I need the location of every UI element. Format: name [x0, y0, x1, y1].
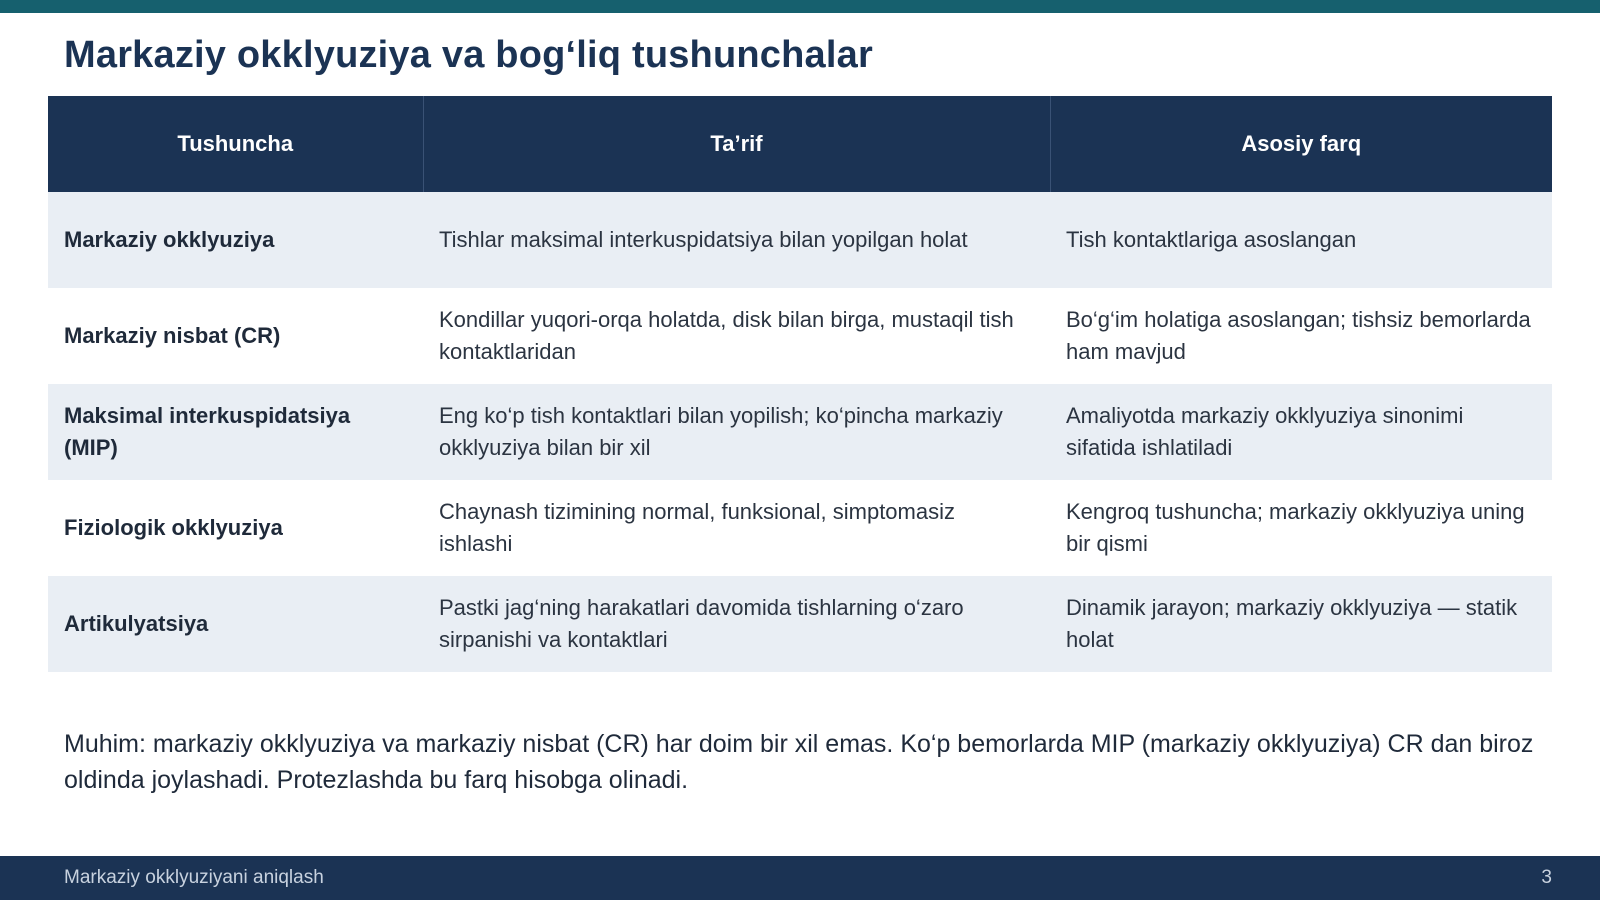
table-row [48, 576, 1552, 672]
definition-cell: Tishlar maksimal interkuspidatsiya bilan yopilgan holat [423, 192, 1050, 288]
difference-cell: Tish kontaktlariga asoslangan [1050, 192, 1552, 288]
definition-cell: Eng ko‘p tish kontaktlari bilan yopilish; ko‘pincha markaziy okklyuziya bilan bir xil [423, 384, 1050, 480]
difference-cell: Bo‘g‘im holatiga asoslangan; tishsiz bemorlarda ham mavjud [1050, 288, 1552, 384]
concepts-table [48, 96, 1552, 672]
table-row [48, 480, 1552, 576]
term-cell: Fiziologik okklyuziya [48, 480, 423, 576]
difference-cell: Kengroq tushuncha; markaziy okklyuziya uning bir qismi [1050, 480, 1552, 576]
table-row [48, 288, 1552, 384]
important-note: Muhim: markaziy okklyuziya va markaziy nisbat (CR) har doim bir xil emas. Ko‘p bemorlarda MIP (markaziy okklyuziya) CR dan biroz oldinda joylashadi. Protezlashda bu farq hisobga olinadi. [64, 730, 1534, 794]
table-row [48, 384, 1552, 480]
term-cell: Markaziy okklyuziya [48, 192, 423, 288]
definition-cell: Kondillar yuqori-orqa holatda, disk bilan birga, mustaqil tish kontaktlaridan [423, 288, 1050, 384]
difference-cell: Amaliyotda markaziy okklyuziya sinonimi sifatida ishlatiladi [1050, 384, 1552, 480]
definition-cell: Chaynash tizimining normal, funksional, simptomasiz ishlashi [423, 480, 1050, 576]
difference-cell: Dinamik jarayon; markaziy okklyuziya — statik holat [1050, 576, 1552, 672]
footer-bar [0, 856, 1600, 900]
term-cell: Artikulyatsiya [48, 576, 423, 672]
footer-section-title: Markaziy okklyuziyani aniqlash [64, 867, 324, 888]
definition-cell: Pastki jag‘ning harakatlari davomida tishlarning o‘zaro sirpanishi va kontaktlari [423, 576, 1050, 672]
column-header-definition: Ta’rif [423, 96, 1050, 192]
term-cell: Markaziy nisbat (CR) [48, 288, 423, 384]
page-number: 3 [1541, 867, 1552, 888]
column-header-term: Tushuncha [48, 96, 423, 192]
term-cell: Maksimal interkuspidatsiya (MIP) [48, 384, 423, 480]
table-header-row [48, 96, 1552, 192]
top-accent-bar [0, 0, 1600, 13]
column-header-difference: Asosiy farq [1050, 96, 1552, 192]
table-row [48, 192, 1552, 288]
slide-title: Markaziy okklyuziya va bog‘liq tushunchalar [64, 34, 873, 76]
